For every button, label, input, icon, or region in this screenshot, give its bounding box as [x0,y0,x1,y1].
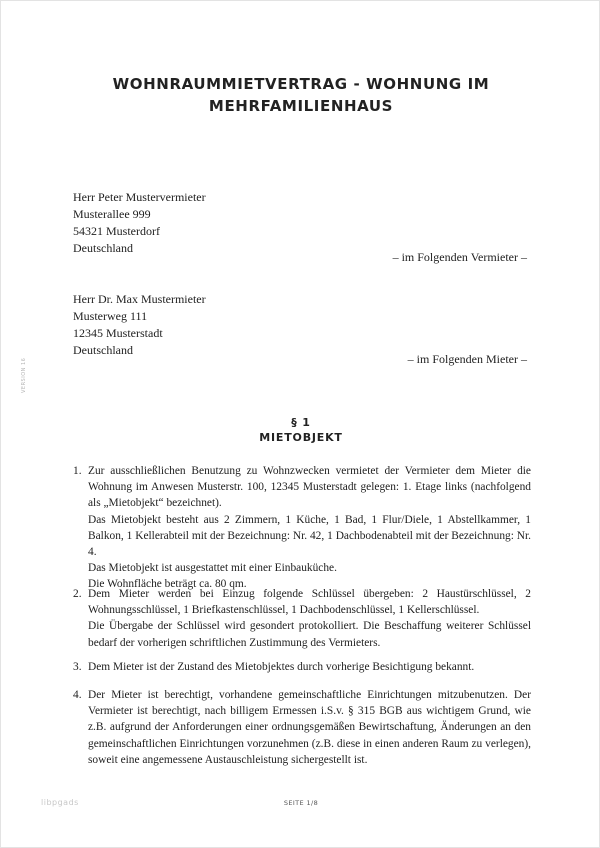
clause-number: 4. [73,689,82,701]
clause-3 [73,659,531,675]
title-line-2: MEHRFAMILIENHAUS [208,97,394,115]
clause-paragraph: Das Mietobjekt besteht aus 2 Zimmern, 1 Küche, 1 Bad, 1 Flur/Diele, 1 Abstellkammer, 1 Balkon, 1 Kellerabteil mit der Bezeichnung: Nr. 42, 1 Dachbodenabteil mit der Bezeichnung: Nr. 4. [88,513,531,559]
clause-paragraph: Dem Mieter werden bei Einzug folgende Schlüssel übergeben: 2 Haustürschlüssel, 2 Wohnungsschlüssel, 1 Briefkastenschlüssel, 1 Dachbodenschlüssel, 1 Kellerschlüssel. [88,588,531,617]
clause-paragraph: Das Mietobjekt ist ausgestattet mit einer Einbauküche. [88,562,337,575]
tenant-name: Herr Dr. Max Mustermieter [73,292,206,306]
version-side-label: VERSION 16 [21,357,27,393]
clause-4 [73,687,531,768]
clause-1 [73,463,531,593]
section-number: § 1 [291,416,311,429]
landlord-city: 54321 Musterdorf [73,224,160,238]
clause-paragraph: Zur ausschließlichen Benutzung zu Wohnzwecken vermietet der Vermieter dem Mieter die Wohnung im Anwesen Musterstr. 100, 12345 Musterstadt gelegen: 1. Etage links (nachfolgend als „Mietobjekt“ bezeichnet). [88,465,531,510]
section-title: MIETOBJEKT [259,431,343,444]
clause-2 [73,586,531,651]
landlord-address [73,189,533,257]
clause-number: 3. [73,661,82,673]
tenant-address [73,291,533,359]
tenant-country: Deutschland [73,343,133,357]
landlord-country: Deutschland [73,241,133,255]
tenant-street: Musterweg 111 [73,309,148,323]
clause-paragraph: Die Wohnfläche beträgt ca. 80 qm. [88,578,247,591]
clause-paragraph: Dem Mieter ist der Zustand des Mietobjektes durch vorherige Besichtigung bekannt. [88,661,475,673]
tenant-city: 12345 Musterstadt [73,326,163,340]
clause-number: 1. [73,465,82,477]
landlord-role-label: – im Folgenden Vermieter – [392,250,527,264]
section-heading [61,415,541,445]
document-title [61,73,541,117]
clause-paragraph: Die Übergabe der Schlüssel wird gesondert protokolliert. Die Beschaffung weiterer Schlüssel bedarf der vorherigen schriftlichen Zustimmung des Vermieters. [88,620,531,649]
title-line-1: WOHNRAUMMIETVERTRAG - WOHNUNG IM [112,75,490,93]
footer-logo: libpgads [41,798,79,807]
page-number: SEITE 1/8 [283,799,319,807]
landlord-street: Musterallee 999 [73,207,151,221]
tenant-role-label: – im Folgenden Mieter – [407,352,527,366]
clause-number: 2. [73,588,82,600]
clause-paragraph: Der Mieter ist berechtigt, vorhandene gemeinschaftliche Einrichtungen mitzubenutzen. Der Vermieter ist berechtigt, nach billigem Ermessen i.S.v. § 315 BGB aus wichtigem Grund, wie z.B. aufgrund der Anforderungen einer ordnungsgemäßen Bewirtschaftung, Änderungen an den gemeinschaftlichen Einrichtungen vorzunehmen (z.B. diese in einen anderen Raum zu verlegen), soweit eine angemessene Austauschleistung sichergestellt ist. [88,689,531,766]
landlord-name: Herr Peter Mustervermieter [73,190,206,204]
